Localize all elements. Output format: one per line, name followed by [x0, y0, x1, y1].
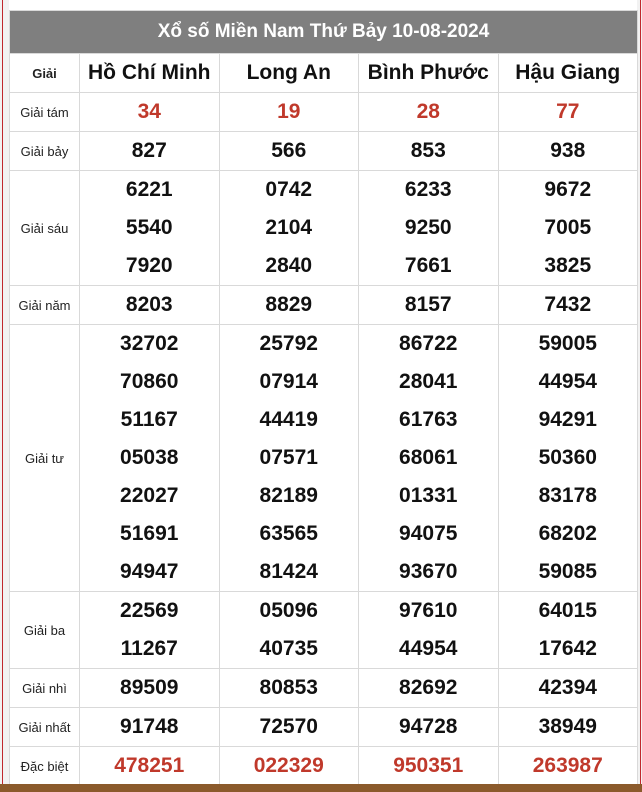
bottom-bar	[0, 784, 642, 792]
prize-number: 44954	[399, 637, 458, 660]
prize-cell-g2-long-an	[219, 669, 359, 708]
prize-number: 05038	[120, 446, 179, 469]
prize-cell-g6-long-an	[219, 171, 359, 286]
prize-number: 8829	[265, 293, 313, 316]
prize-number: 8203	[125, 293, 173, 316]
prize-number: 7005	[544, 216, 592, 239]
prize-row-db	[10, 747, 638, 786]
prize-cell-g8-hau-giang	[498, 93, 638, 132]
prize-label-g6: Giải sáu	[10, 171, 80, 286]
prize-number: 22569	[120, 599, 179, 622]
prize-row-g6	[10, 171, 638, 286]
prize-row-g8	[10, 93, 638, 132]
province-header-long-an[interactable]: Long An	[219, 54, 359, 93]
prize-row-g4	[10, 325, 638, 592]
prize-number: 07571	[259, 446, 318, 469]
prize-number: 94728	[399, 715, 458, 738]
prize-number: 478251	[114, 754, 185, 777]
prize-row-g7	[10, 132, 638, 171]
prize-cell-g8-long-an	[219, 93, 359, 132]
prize-label-g7: Giải bảy	[10, 132, 80, 171]
prize-row-g2	[10, 669, 638, 708]
prize-number: 89509	[120, 676, 179, 699]
table-title: Xổ số Miền Nam Thứ Bảy 10-08-2024	[10, 11, 638, 54]
province-header-binh-phuoc[interactable]: Bình Phước	[359, 54, 499, 93]
prize-number: 34	[137, 100, 161, 123]
prize-number: 82692	[399, 676, 458, 699]
prize-number: 51691	[120, 522, 179, 545]
prize-cell-g4-hau-giang	[498, 325, 638, 592]
prize-number: 9672	[544, 178, 592, 201]
prize-cell-db-hau-giang	[498, 747, 638, 786]
prize-number: 77	[556, 100, 580, 123]
prize-cell-g7-long-an	[219, 132, 359, 171]
prize-cell-g7-ho-chi-minh	[80, 132, 220, 171]
prize-number: 86722	[399, 332, 458, 355]
prize-number: 28041	[399, 370, 458, 393]
prize-cell-g6-hau-giang	[498, 171, 638, 286]
prize-label-g1: Giải nhất	[10, 708, 80, 747]
prize-number: 853	[410, 139, 446, 162]
prize-cell-g4-long-an	[219, 325, 359, 592]
prize-number: 80853	[259, 676, 318, 699]
prize-cell-g4-ho-chi-minh	[80, 325, 220, 592]
prize-number: 2104	[265, 216, 313, 239]
prize-row-g5	[10, 286, 638, 325]
lottery-results-table	[9, 10, 638, 786]
prize-number: 19	[277, 100, 301, 123]
prize-rows	[10, 93, 638, 786]
prize-number: 3825	[544, 254, 592, 277]
prize-number: 81424	[259, 560, 318, 583]
prize-number: 0742	[265, 178, 313, 201]
prize-label-g3: Giải ba	[10, 592, 80, 669]
prize-cell-g8-binh-phuoc	[359, 93, 499, 132]
prize-number: 263987	[532, 754, 603, 777]
prize-number: 6233	[404, 178, 452, 201]
prize-number: 94291	[538, 408, 597, 431]
prize-cell-g5-binh-phuoc	[359, 286, 499, 325]
prize-number: 32702	[120, 332, 179, 355]
prize-number: 22027	[120, 484, 179, 507]
prize-cell-g8-ho-chi-minh	[80, 93, 220, 132]
prize-number: 64015	[538, 599, 597, 622]
prize-number: 07914	[259, 370, 318, 393]
prize-row-g3	[10, 592, 638, 669]
prize-number: 44954	[538, 370, 597, 393]
prize-label-db: Đặc biệt	[10, 747, 80, 786]
prize-number: 6221	[125, 178, 173, 201]
prize-cell-g3-long-an	[219, 592, 359, 669]
prize-number: 38949	[538, 715, 597, 738]
prize-cell-g1-ho-chi-minh	[80, 708, 220, 747]
prize-number: 63565	[259, 522, 318, 545]
left-edge-decoration	[0, 0, 9, 792]
prize-number: 82189	[259, 484, 318, 507]
prize-number: 8157	[404, 293, 452, 316]
province-header-ho-chi-minh[interactable]: Hồ Chí Minh	[80, 54, 220, 93]
prize-number: 5540	[125, 216, 173, 239]
prize-number: 7661	[404, 254, 452, 277]
prize-number: 7432	[544, 293, 592, 316]
prize-number: 25792	[259, 332, 318, 355]
province-header-hau-giang[interactable]: Hậu Giang	[498, 54, 638, 93]
prize-cell-g3-hau-giang	[498, 592, 638, 669]
prize-label-g4: Giải tư	[10, 325, 80, 592]
prize-column-header: Giải	[10, 54, 80, 93]
prize-number: 72570	[259, 715, 318, 738]
prize-label-g5: Giải năm	[10, 286, 80, 325]
prize-number: 938	[550, 139, 586, 162]
prize-number: 2840	[265, 254, 313, 277]
prize-cell-g5-long-an	[219, 286, 359, 325]
prize-cell-g1-long-an	[219, 708, 359, 747]
prize-number: 68202	[538, 522, 597, 545]
prize-number: 566	[271, 139, 307, 162]
prize-number: 022329	[253, 754, 324, 777]
prize-cell-db-long-an	[219, 747, 359, 786]
prize-cell-g6-ho-chi-minh	[80, 171, 220, 286]
prize-cell-g3-binh-phuoc	[359, 592, 499, 669]
prize-number: 91748	[120, 715, 179, 738]
prize-label-g2: Giải nhì	[10, 669, 80, 708]
province-header-row	[10, 54, 638, 93]
prize-cell-g1-binh-phuoc	[359, 708, 499, 747]
prize-number: 7920	[125, 254, 173, 277]
prize-number: 950351	[393, 754, 464, 777]
prize-cell-g7-hau-giang	[498, 132, 638, 171]
prize-number: 51167	[120, 408, 178, 431]
prize-number: 28	[416, 100, 440, 123]
prize-cell-g3-ho-chi-minh	[80, 592, 220, 669]
prize-number: 83178	[538, 484, 597, 507]
prize-number: 01331	[399, 484, 458, 507]
prize-cell-g1-hau-giang	[498, 708, 638, 747]
prize-cell-g5-hau-giang	[498, 286, 638, 325]
prize-cell-g6-binh-phuoc	[359, 171, 499, 286]
prize-number: 94947	[120, 560, 179, 583]
prize-number: 59085	[538, 560, 597, 583]
prize-number: 93670	[399, 560, 458, 583]
prize-cell-g2-ho-chi-minh	[80, 669, 220, 708]
prize-number: 61763	[399, 408, 458, 431]
prize-row-g1	[10, 708, 638, 747]
prize-number: 9250	[404, 216, 452, 239]
prize-number: 05096	[259, 599, 318, 622]
prize-cell-db-ho-chi-minh	[80, 747, 220, 786]
prize-number: 70860	[120, 370, 179, 393]
prize-number: 50360	[538, 446, 597, 469]
prize-cell-g7-binh-phuoc	[359, 132, 499, 171]
prize-number: 44419	[259, 408, 318, 431]
prize-number: 827	[131, 139, 167, 162]
prize-number: 11267	[120, 637, 178, 660]
prize-cell-g2-binh-phuoc	[359, 669, 499, 708]
prize-number: 42394	[538, 676, 597, 699]
prize-number: 40735	[259, 637, 318, 660]
prize-number: 17642	[538, 637, 597, 660]
prize-cell-g5-ho-chi-minh	[80, 286, 220, 325]
prize-number: 59005	[538, 332, 597, 355]
prize-number: 97610	[399, 599, 458, 622]
prize-label-g8: Giải tám	[10, 93, 80, 132]
prize-cell-db-binh-phuoc	[359, 747, 499, 786]
prize-cell-g2-hau-giang	[498, 669, 638, 708]
prize-cell-g4-binh-phuoc	[359, 325, 499, 592]
prize-number: 68061	[399, 446, 458, 469]
prize-number: 94075	[399, 522, 458, 545]
